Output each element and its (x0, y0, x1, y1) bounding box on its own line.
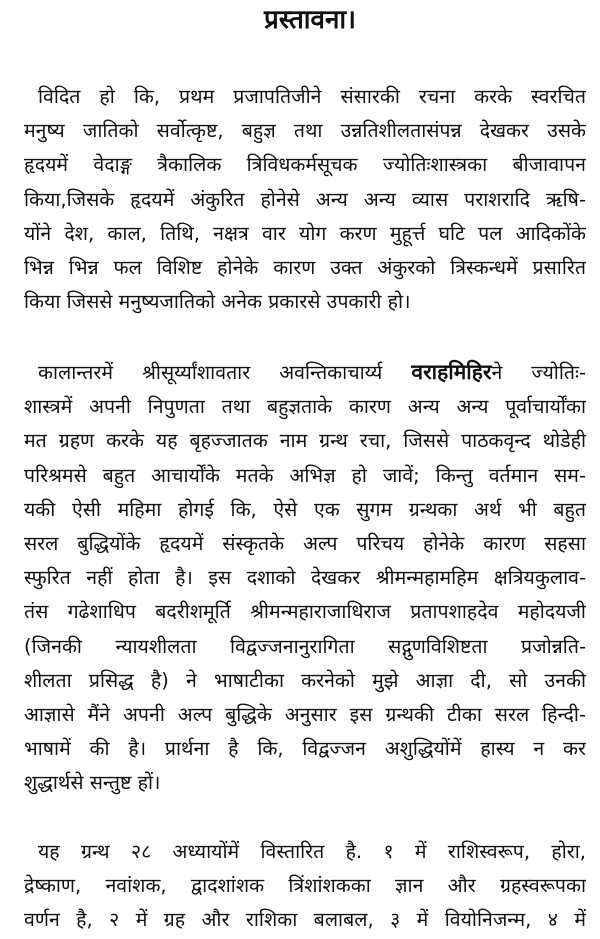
text-line: शास्त्रमें अपनी निपुणता तथा बहुज्ञताके कारण अन्य अन्य पूर्वाचार्योंका (24, 395, 586, 419)
text-line: आज्ञासे मैंने अपनी अल्प बुद्धिके अनुसार इस ग्रन्थकी टीका सरल हिन्दी- (24, 703, 586, 727)
paragraph-1 (24, 80, 586, 319)
text-line: भाषामें की है। प्रार्थना है कि, विद्वज्जन अशुद्धियोंमें हास्य न कर (24, 737, 586, 761)
text-line: (जिनकी न्यायशीलता विद्वज्जनानुरागिता सद्गुणविशिष्टता प्रजोन्नति- (24, 634, 586, 658)
text-line: वर्णन है, २ में ग्रह और राशिका बलाबल, ३ में वियोनिजन्म, ४ में (24, 908, 586, 932)
text-line (24, 355, 586, 390)
text-line: मनुष्य जातिको सर्वोत्कृष्ट, बहुज्ञ तथा उन्नतिशीलतासंपन्न देखकर उसके (24, 119, 586, 143)
text-line: यह ग्रन्थ २८ अध्यायोंमें विस्तारित है. १ में राशिस्वरूप, होरा, (38, 840, 586, 863)
text-line: हृदयमें वेदाङ्ग त्रैकालिक त्रिविधकर्मसूचक ज्योतिःशास्त्रका बीजावापन (24, 153, 586, 177)
text-line: किया,जिसके हृदयमें अंकुरित होनेसे अन्य अन्य व्यास पराशरादि ऋषि- (24, 187, 586, 211)
text-line: यकी ऐसी महिमा होगई कि, ऐसे एक सुगम ग्रन्थका अर्थ भी बहुत (24, 497, 586, 521)
text-line: तंस गढेशाधिप बदरीशमूर्ति श्रीमन्महाराजाधिराज प्रतापशाहदेव महोदयजी (24, 600, 586, 624)
text-line: द्रेष्काण, नवांशक, द्वादशांशक त्रिंशांशकका ज्ञान और ग्रहस्वरूपका (24, 874, 586, 898)
text-line: परिश्रमसे बहुत आचार्योंके मतके अभिज्ञ हो जावें; किन्तु वर्तमान सम- (24, 463, 586, 487)
text-line: विदित हो कि, प्रथम प्रजापतिजीने संसारकी रचना करके स्वरचित (38, 85, 586, 108)
text-segment: कालान्तरमें श्रीसूर्य्यांशावतार अवन्तिकाचार्य्य (38, 361, 412, 384)
page-heading: प्रस्तावना। (264, 5, 356, 35)
paragraph-2 (24, 355, 586, 801)
text-line: मत ग्रहण करके यह बृहज्जातक नाम ग्रन्थ रचा, जिससे पाठकवृन्द थोडेही (24, 429, 586, 453)
text-line: स्फुरित नहीं होता है। इस दशाको देखकर श्रीमन्महामहिम क्षत्रियकुलाव- (24, 566, 586, 590)
text-line: किया जिससे मनुष्यजातिको अनेक प्रकारसे उपकारी हो। (24, 290, 411, 314)
text-line: शीलता प्रसिद्ध है) ने भाषाटीका करनेको मुझे आज्ञा दी, सो उनकी (24, 668, 586, 692)
text-line: सरल बुद्धियोंके हृदयमें संस्कृतके अल्प परिचय होनेके कारण सहसा (24, 532, 586, 556)
text-line: भिन्न भिन्न फल विशिष्ट होनेके कारण उक्त अंकुरको त्रिस्कन्धमें प्रसारित (24, 256, 586, 280)
paragraph-3 (24, 835, 586, 938)
text-line: योंने देश, काल, तिथि, नक्षत्र वार योग करण मुहूर्त्त घटि पल आदिकोंके (24, 221, 586, 245)
text-segment: ने ज्योतिः- (491, 361, 586, 384)
text-line: शुद्धार्थसे सन्तुष्ट हों। (24, 771, 161, 795)
author-name: वराहमिहिर (411, 360, 492, 384)
